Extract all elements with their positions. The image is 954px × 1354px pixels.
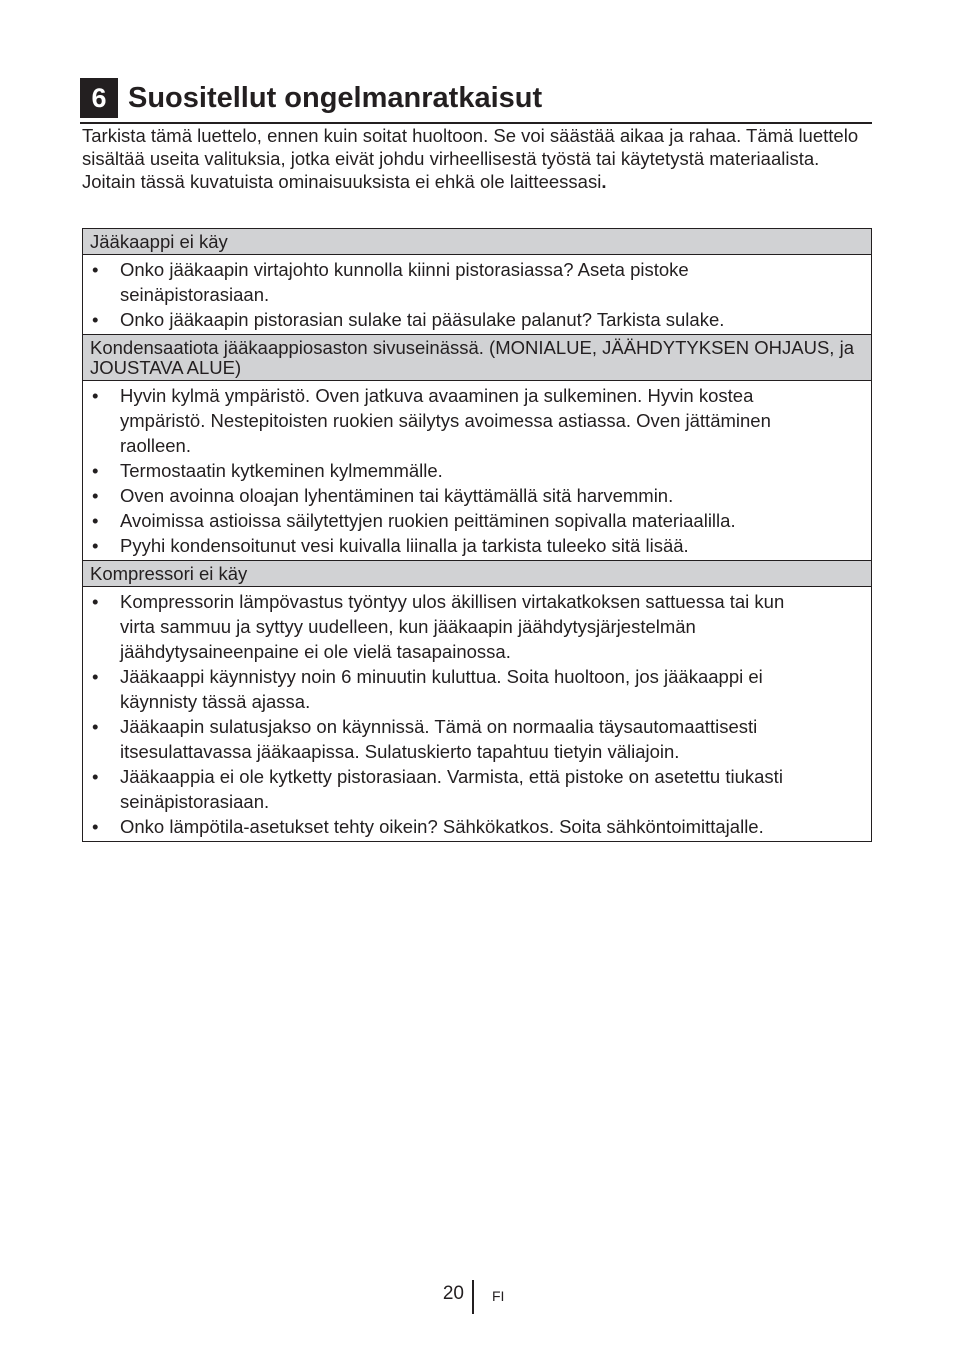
bullet: •: [92, 510, 99, 531]
intro-text: Tarkista tämä luettelo, ennen kuin soitat huoltoon. Se voi säästää aikaa ja rahaa. Tämä luettelo sisältää useita valituksia, jotka eivät johdu virheellisestä työstä tai käytetystä materiaalista. Joitain tässä kuvatuista ominaisuuksista ei ehkä ole laitteessasi: [82, 125, 859, 192]
list-item: [90, 458, 864, 483]
list-item-text: Oven avoinna oloajan lyhentäminen tai käyttämällä sitä harvemmin.: [120, 485, 674, 506]
bullet: •: [92, 816, 99, 837]
list-item: [90, 814, 864, 839]
list-item-text: Termostaatin kytkeminen kylmemmälle.: [120, 460, 443, 481]
list-item: [90, 483, 864, 508]
list-item-text: Jääkaappi käynnistyy noin 6 minuutin kuluttua. Soita huoltoon, jos jääkaappi ei käynnisty tässä ajassa.: [120, 666, 763, 712]
list-item: [90, 714, 864, 764]
bullet: •: [92, 460, 99, 481]
list-item-text: Onko jääkaapin pistorasian sulake tai pääsulake palanut? Tarkista sulake.: [120, 309, 725, 330]
problem-solutions: [83, 255, 871, 334]
list-item: [90, 764, 864, 814]
problem-solutions: [83, 381, 871, 560]
list-item: [90, 508, 864, 533]
bullet: •: [92, 666, 99, 687]
list-item-text: Jääkaappia ei ole kytketty pistorasiaan. Varmista, että pistoke on asetettu tiukasti seinäpistorasiaan.: [120, 766, 783, 812]
list-item-text: Pyyhi kondensoitunut vesi kuivalla liinalla ja tarkista tuleeko sitä lisää.: [120, 535, 689, 556]
list-item: [90, 383, 864, 458]
problem-solutions: [83, 587, 871, 841]
list-item-text: Avoimissa astioissa säilytettyjen ruokien peittäminen sopivalla materiaalilla.: [120, 510, 736, 531]
section-heading: [80, 78, 872, 124]
bullet: •: [92, 309, 99, 330]
bullet: •: [92, 716, 99, 737]
bullet: •: [92, 259, 99, 280]
page-number: 20: [442, 1283, 464, 1304]
bullet: •: [92, 766, 99, 787]
language-code: FI: [492, 1288, 505, 1304]
problem-heading: Kompressori ei käy: [83, 560, 871, 587]
troubleshooting-table: [82, 228, 872, 842]
list-item-text: Hyvin kylmä ympäristö. Oven jatkuva avaaminen ja sulkeminen. Hyvin kostea ympäristö. Nestepitoisten ruokien säilytys avoimessa astiassa. Oven jättäminen raolleen.: [120, 385, 771, 456]
section-number: 6: [80, 78, 118, 118]
list-item: [90, 307, 864, 332]
footer-divider: [472, 1280, 474, 1314]
list-item-text: Kompressorin lämpövastus työntyy ulos äkillisen virtakatkoksen sattuessa tai kun virta sammuu ja syttyy uudelleen, kun jääkaapin jäähdytysjärjestelmän jäähdytysaineenpaine ei ole vielä tasapainossa.: [120, 591, 785, 662]
page-title: Suositellut ongelmanratkaisut: [128, 82, 543, 114]
problem-heading: Jääkaappi ei käy: [83, 229, 871, 255]
list-item: [90, 533, 864, 558]
bullet: •: [92, 535, 99, 556]
page-footer: [0, 1280, 954, 1314]
list-item-text: Onko lämpötila-asetukset tehty oikein? Sähkökatkos. Soita sähköntoimittajalle.: [120, 816, 764, 837]
intro-paragraph: [82, 124, 872, 193]
list-item: [90, 257, 864, 307]
bullet: •: [92, 591, 99, 612]
list-item: [90, 589, 864, 664]
list-item-text: Onko jääkaapin virtajohto kunnolla kiinni pistorasiassa? Aseta pistoke seinäpistorasiaan.: [120, 259, 689, 305]
intro-end: .: [601, 171, 607, 192]
bullet: •: [92, 485, 99, 506]
list-item: [90, 664, 864, 714]
bullet: •: [92, 385, 99, 406]
list-item-text: Jääkaapin sulatusjakso on käynnissä. Tämä on normaalia täysautomaattisesti itsesulattavassa jääkaapissa. Sulatuskierto tapahtuu tietyin väliajoin.: [120, 716, 758, 762]
problem-heading: Kondensaatiota jääkaappiosaston sivuseinässä. (MONIALUE, JÄÄHDYTYKSEN OHJAUS, ja JOUSTAVA ALUE): [83, 334, 871, 381]
